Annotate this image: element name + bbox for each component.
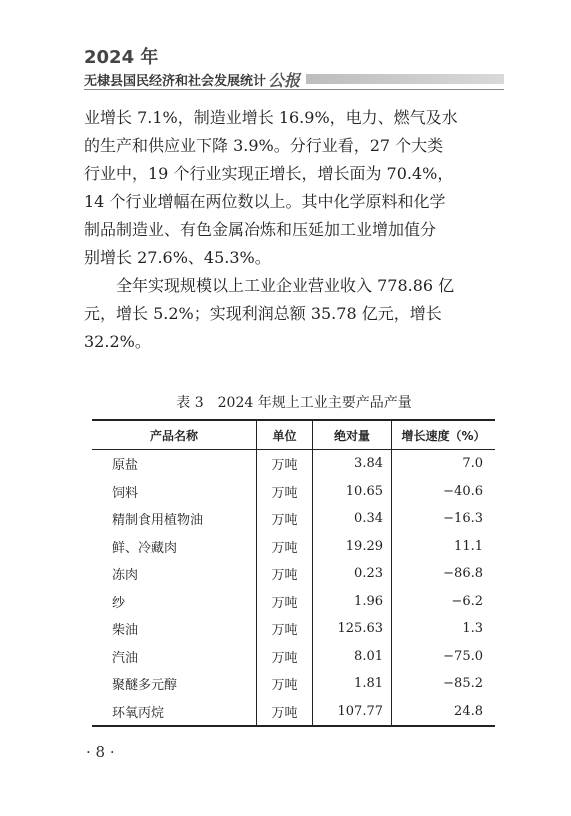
cell-product-name: 柴油: [112, 623, 139, 639]
cell-absolute: 19.29: [313, 533, 392, 561]
header-year: 2024 年: [84, 47, 159, 68]
cell-growth: −40.6: [392, 478, 496, 506]
cell-absolute: 1.96: [313, 588, 392, 616]
cell-product-name: 环氧丙烷: [112, 705, 165, 721]
cell-unit: 万吨: [257, 670, 313, 698]
table-row: [92, 615, 495, 643]
cell-growth: 11.1: [392, 533, 496, 561]
cell-product-name: 饲料: [112, 485, 139, 501]
text-line: 32.2%。: [84, 332, 151, 351]
table-row: [92, 698, 495, 727]
paragraph-2: [84, 272, 504, 356]
cell-growth: 24.8: [392, 698, 496, 727]
text-line: 全年实现规模以上工业企业营业收入 778.86 亿: [116, 276, 455, 295]
text-line: 14 个行业增幅在两位数以上。其中化学原料和化学: [84, 192, 446, 211]
text-line: 的生产和供应业下降 3.9%。分行业看，27 个大类: [84, 136, 444, 155]
header-title-row: [84, 69, 504, 89]
cell-product-name: 汽油: [112, 650, 139, 666]
cell-product-name: 纱: [112, 595, 126, 611]
cell-growth: −75.0: [392, 643, 496, 671]
cell-absolute: 10.65: [313, 478, 392, 506]
header-product-name: 产品名称: [149, 428, 198, 443]
cell-unit: 万吨: [257, 615, 313, 643]
cell-unit: 万吨: [257, 643, 313, 671]
paragraph-1: [84, 104, 504, 272]
table-caption: 表 3 2024 年规上工业主要产品产量: [176, 395, 412, 411]
cell-absolute: 1.81: [313, 670, 392, 698]
table-row: [92, 478, 495, 506]
table-row: [92, 588, 495, 616]
cell-growth: −85.2: [392, 670, 496, 698]
table-row: [92, 505, 495, 533]
cell-unit: 万吨: [257, 588, 313, 616]
running-header: [84, 48, 504, 89]
table-row: [92, 643, 495, 671]
header-unit: 单位: [257, 420, 313, 450]
cell-absolute: 0.34: [313, 505, 392, 533]
text-line: 别增长 27.6%、45.3%。: [84, 248, 271, 267]
cell-unit: 万吨: [257, 478, 313, 506]
header-absolute: 绝对量: [313, 420, 392, 450]
cell-growth: −16.3: [392, 505, 496, 533]
cell-product-name: 冻肉: [112, 568, 139, 584]
cell-growth: −6.2: [392, 588, 496, 616]
text-line: 元，增长 5.2%；实现利润总额 35.78 亿元，增长: [84, 304, 442, 323]
header-rule: [84, 89, 504, 90]
text-line: 业增长 7.1%，制造业增长 16.9%，电力、燃气及水: [84, 108, 458, 127]
product-output-table: [92, 419, 495, 727]
cell-product-name: 原盐: [112, 458, 139, 474]
cell-absolute: 125.63: [313, 615, 392, 643]
cell-product-name: 聚醚多元醇: [112, 678, 178, 694]
cell-absolute: 3.84: [313, 450, 392, 478]
cell-unit: 万吨: [257, 450, 313, 478]
cell-growth: 1.3: [392, 615, 496, 643]
header-title: 无棣县国民经济和社会发展统计: [84, 73, 267, 89]
cell-product-name: 鲜、冷藏肉: [112, 540, 178, 556]
cell-absolute: 107.77: [313, 698, 392, 727]
cell-unit: 万吨: [257, 560, 313, 588]
cell-absolute: 0.23: [313, 560, 392, 588]
page-number: · 8 ·: [86, 743, 115, 761]
header-growth: 增长速度（%）: [392, 420, 496, 450]
text-line: 制品制造业、有色金属冶炼和压延加工业增加值分: [84, 220, 437, 239]
header-decorative-bar: [306, 74, 504, 84]
cell-unit: 万吨: [257, 533, 313, 561]
text-line: 行业中，19 个行业实现正增长，增长面为 70.4%，: [84, 164, 454, 183]
cell-product-name: 精制食用植物油: [112, 513, 204, 529]
table-row: [92, 450, 495, 478]
cell-unit: 万吨: [257, 505, 313, 533]
table-row: [92, 670, 495, 698]
cell-growth: 7.0: [392, 450, 496, 478]
table-row: [92, 533, 495, 561]
cell-growth: −86.8: [392, 560, 496, 588]
cell-absolute: 8.01: [313, 643, 392, 671]
header-gongbao: 公报: [268, 70, 301, 90]
table-header-row: [92, 420, 495, 450]
cell-unit: 万吨: [257, 698, 313, 727]
table-row: [92, 560, 495, 588]
body-text: [84, 104, 504, 356]
